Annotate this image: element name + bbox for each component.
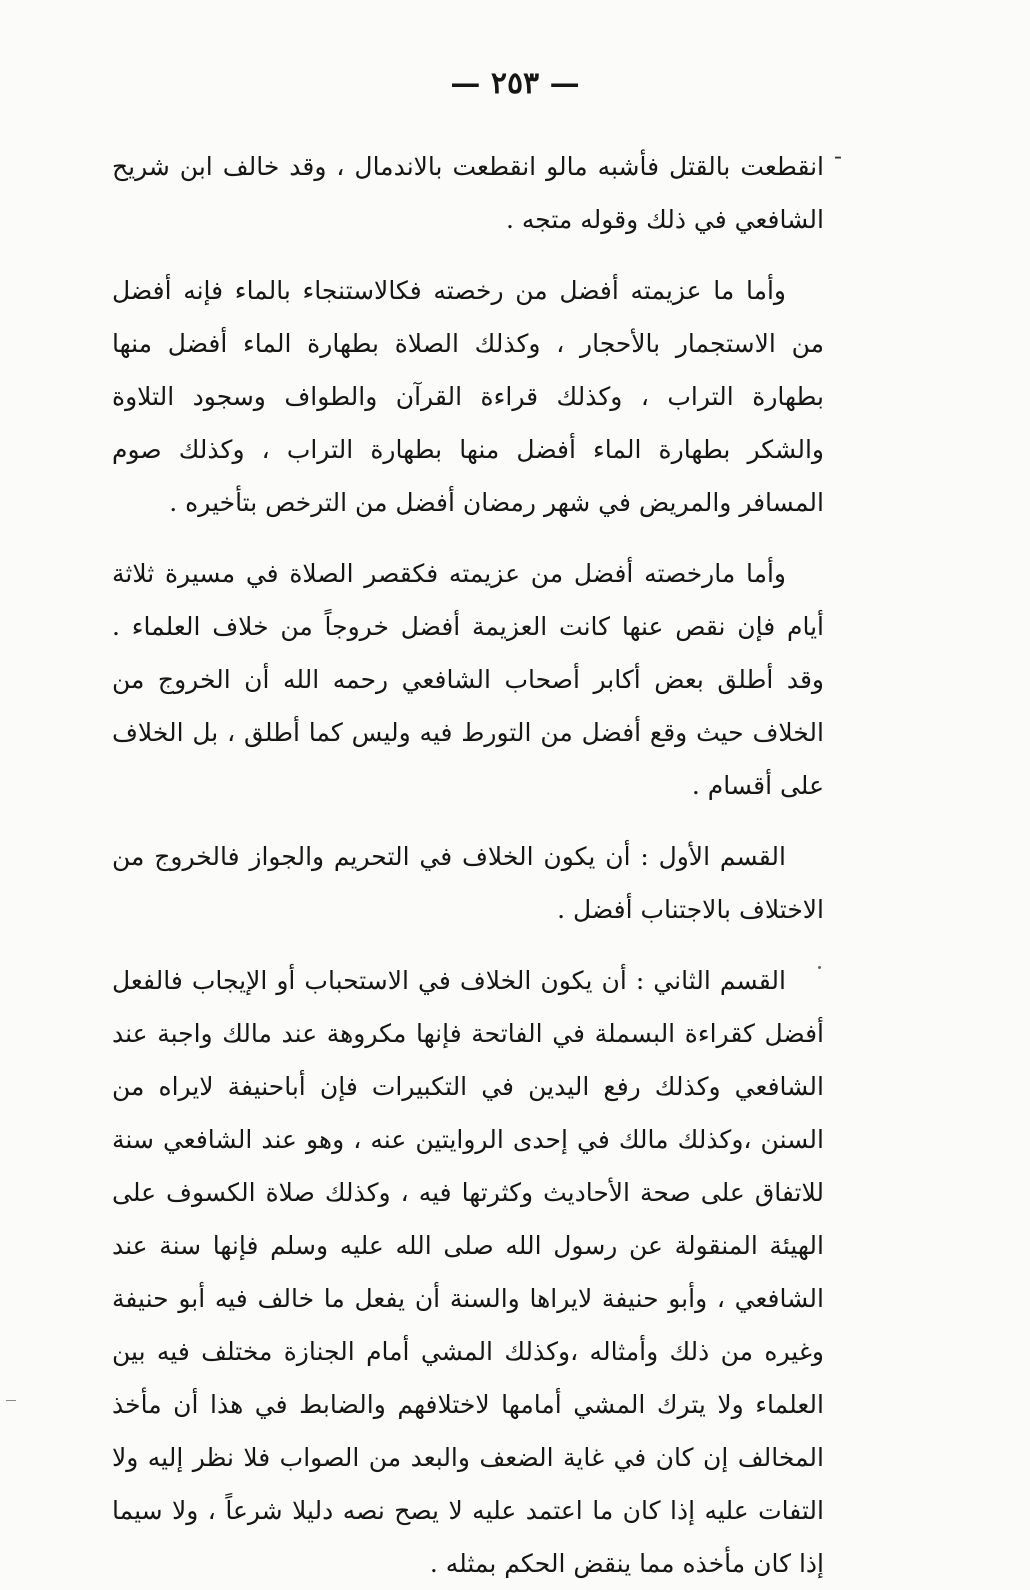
page-number: — ٢٥٣ — — [450, 66, 580, 101]
paragraph-3: وأما مارخصته أفضل من عزيمته فكقصر الصلاة في مسيرة ثلاثة أيام فإن نقص عنها كانت العزيمة أفضل خروجاً من خلاف العلماء . وقد أطلق بعض أكابر أصحاب الشافعي رحمه الله أن الخروج من الخلاف حيث وقع أفضل من التورط فيه وليس كما أطلق ، بل الخلاف على أقسام . — [112, 559, 824, 800]
paragraph-2: وأما ما عزيمته أفضل من رخصته فكالاستنجاء بالماء فإنه أفضل من الاستجمار بالأحجار ، وكذلك الصلاة بطهارة الماء أفضل منها بطهارة التراب ، وكذلك قراءة القرآن والطواف وسجود التلاوة والشكر بطهارة الماء أفضل منها بطهارة التراب ، وكذلك صوم المسافر والمريض في شهر رمضان أفضل من الترخص بتأخيره . — [112, 276, 824, 517]
paragraph-5: القسم الثاني : أن يكون الخلاف في الاستحباب أو الإيجاب فالفعل أفضل كقراءة البسملة في الفاتحة فإنها مكروهة عند مالك واجبة عند الشافعي وكذلك رفع اليدين في التكبيرات فإن أباحنيفة لايراه من السنن ،وكذلك مالك في إحدى الروايتين عنه ، وهو عند الشافعي سنة للاتفاق على صحة الأحاديث وكثرتها فيه ، وكذلك صلاة الكسوف على الهيئة المنقولة عن رسول الله صلى الله عليه وسلم فإنها سنة عند الشافعي ، وأبو حنيفة لايراها والسنة أن يفعل ما خالف فيه أبو حنيفة وغيره من ذلك وأمثاله ،وكذلك المشي أمام الجنازة مختلف فيه بين العلماء ولا يترك المشي أمامها لاختلافهم والضابط في هذا أن مأخذ المخالف إن كان في غاية الضعف والبعد من الصواب فلا نظر إليه ولا التفات عليه إذا كان ما اعتمد عليه لا يصح نصه دليلا شرعاً ، ولا سيما إذا كان مأخذه مما ينقض الحكم بمثله . — [112, 966, 824, 1578]
paragraph-4: القسم الأول : أن يكون الخلاف في التحريم والجواز فالخروج من الاختلاف بالاجتناب أفضل . — [112, 842, 824, 924]
paragraph-1: انقطعت بالقتل فأشبه مالو انقطعت بالاندمال ، وقد خالف ابن شريح الشافعي في ذلك وقوله متجه . — [112, 152, 824, 234]
body-text — [112, 140, 824, 1590]
scan-speck — [818, 966, 821, 969]
scan-edge-mark — [6, 1400, 16, 1401]
margin-mark: - — [833, 142, 842, 170]
